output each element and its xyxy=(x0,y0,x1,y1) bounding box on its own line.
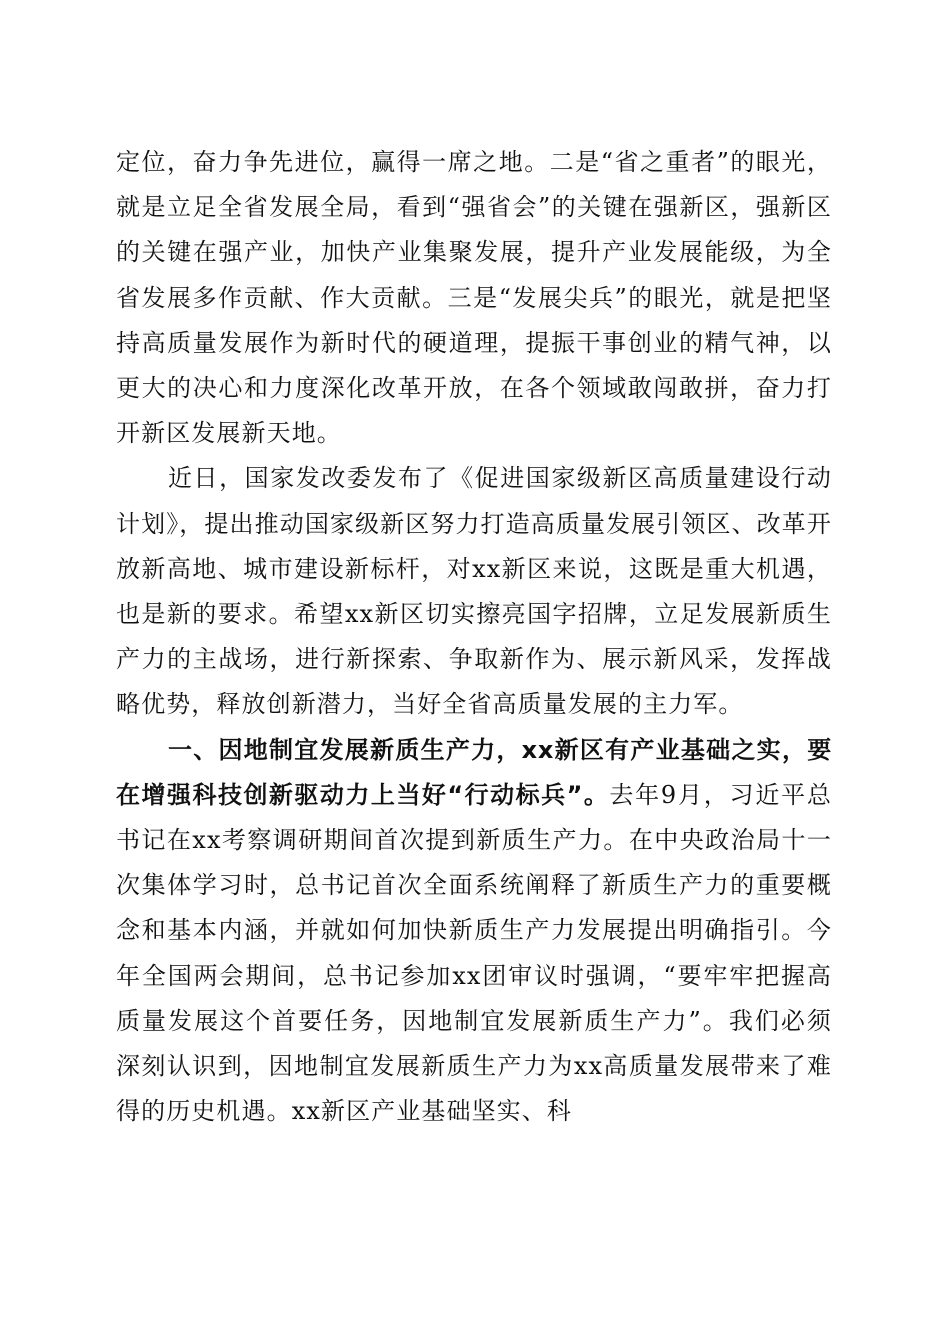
section-heading: 一、因地制宜发展新质生产力，xx新区有产业基础之实，要在增强科技创新驱动力上当好“行动标兵”。 xyxy=(116,735,832,809)
paragraph-text: 定位，奋力争先进位，赢得一席之地。二是“省之重者”的眼光，就是立足全省发展全局，看到“强省会”的关键在强新区，强新区的关键在强产业，加快产业集聚发展，提升产业发展能级，为全省发展多作贡献、作大贡献。三是“发展尖兵”的眼光，就是把坚持高质量发展作为新时代的硬道理，提振干事创业的精气神，以更大的决心和力度深化改革开放，在各个领域敢闯敢拼，奋力打开新区发展新天地。 xyxy=(116,148,832,448)
paragraph-text: 近日，国家发改委发布了《促进国家级新区高质量建设行动计划》，提出推动国家级新区努力打造高质量发展引领区、改革开放新高地、城市建设新标杆，对xx新区来说，这既是重大机遇，也是新的要求。希望xx新区切实擦亮国字招牌，立足发展新质生产力的主战场，进行新探索、争取新作为、展示新风采，发挥战略优势，释放创新潜力，当好全省高质量发展的主力军。 xyxy=(116,464,832,719)
document-body xyxy=(116,140,832,1134)
paragraph-section-one xyxy=(116,728,832,1135)
paragraph-text: 去年9月，习近平总书记在xx考察调研期间首次提到新质生产力。在中央政治局十一次集体学习时，总书记首次全面系统阐释了新质生产力的重要概念和基本内涵，并就如何加快新质生产力发展提出明确指引。今年全国两会期间，总书记参加xx团审议时强调，“要牢牢把握高质量发展这个首要任务，因地制宜发展新质生产力”。我们必须深刻认识到，因地制宜发展新质生产力为xx高质量发展带来了难得的历史机遇。xx新区产业基础坚实、科 xyxy=(116,780,833,1126)
paragraph-action-plan xyxy=(116,456,832,727)
paragraph-continuation xyxy=(116,140,832,456)
